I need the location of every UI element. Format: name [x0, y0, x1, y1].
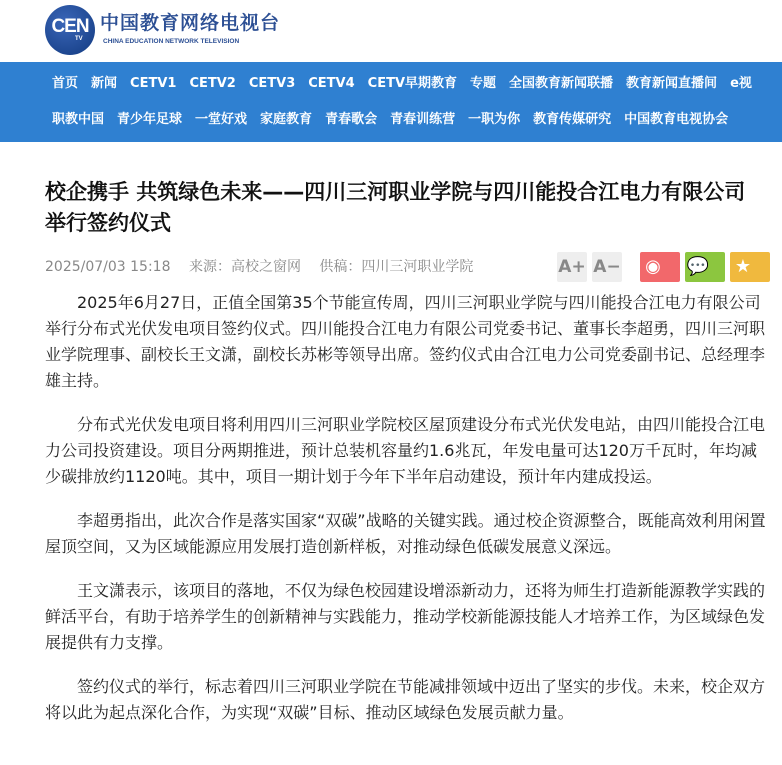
- nav-link[interactable]: 一堂好戏: [195, 112, 248, 127]
- wechat-share-button[interactable]: [685, 252, 725, 282]
- source: 来源：高校之窗网: [188, 259, 301, 275]
- nav-link[interactable]: 青春歌会: [325, 112, 378, 127]
- nav-link[interactable]: 首页: [52, 76, 79, 91]
- nav-link[interactable]: 教育传媒研究: [533, 112, 612, 127]
- logo-text: CEN: [51, 16, 89, 37]
- nav-link[interactable]: 职教中国: [52, 112, 105, 127]
- paragraph: 李超勇指出，此次合作是落实国家“双碳”战略的关键实践。通过校企资源整合，既能高效利用闲置屋顶空间，又为区域能源应用发展打造创新样板，对推动绿色低碳发展意义深远。: [45, 511, 766, 556]
- article-title: 校企携手 共筑绿色未来——四川三河职业学院与四川能投合江电力有限公司举行签约仪式: [45, 180, 746, 235]
- publish-date: 2025/07/03 15:18: [45, 259, 171, 275]
- article-body: [45, 290, 767, 726]
- site-name-en: CHINA EDUCATION NETWORK TELEVISION: [103, 38, 240, 45]
- provider: 供稿：四川三河职业学院: [319, 259, 474, 275]
- weibo-icon: ◉: [645, 256, 661, 277]
- logo-sub: TV: [75, 36, 83, 42]
- nav-row-2: [52, 102, 782, 142]
- nav-link[interactable]: CETV3: [248, 76, 296, 91]
- paragraph: 分布式光伏发电项目将利用四川三河职业学院校区屋顶建设分布式光伏发电站，由四川能投合江电力公司投资建设。项目分两期推进，预计总装机容量约1.6兆瓦，年发电量可达120万千瓦时，年均减少碳排放约1120吨。其中，项目一期计划于今年下半年启动建设，预计年内建成投运。: [45, 415, 766, 486]
- nav-link[interactable]: 一职为你: [468, 112, 521, 127]
- nav-link[interactable]: 全国教育新闻联播: [509, 76, 614, 91]
- paragraph: 王文潇表示，该项目的落地，不仅为绿色校园建设增添新动力，还将为师生打造新能源教学实践的鲜活平台，有助于培养学生的创新精神与实践能力，推动学校新能源技能人才培养工作，为区域绿色发展提供有力支撑。: [45, 581, 766, 652]
- article-meta: [45, 252, 782, 282]
- main-nav: [0, 62, 782, 142]
- nav-link[interactable]: CETV早期教育: [367, 76, 458, 91]
- site-header: [0, 0, 782, 62]
- font-increase-button[interactable]: A+: [557, 252, 587, 282]
- nav-link[interactable]: 专题: [470, 76, 497, 91]
- nav-link[interactable]: 教育新闻直播间: [626, 76, 718, 91]
- site-name-cn: 中国教育网络电视台: [100, 12, 281, 34]
- nav-link[interactable]: CETV4: [308, 76, 355, 91]
- nav-link[interactable]: e视: [730, 76, 752, 91]
- nav-link[interactable]: 青少年足球: [117, 112, 183, 127]
- paragraph: 签约仪式的举行，标志着四川三河职业学院在节能减排领域中迈出了坚实的步伐。未来，校企双方将以此为起点深化合作，为实现“双碳”目标、推动区域绿色发展贡献力量。: [45, 677, 766, 722]
- nav-link[interactable]: 中国教育电视协会: [624, 112, 729, 127]
- font-decrease-button[interactable]: A−: [592, 252, 622, 282]
- nav-link[interactable]: 新闻: [91, 76, 118, 91]
- paragraph: 2025年6月27日，正值全国第35个节能宣传周，四川三河职业学院与四川能投合江电力有限公司举行分布式光伏发电项目签约仪式。四川能投合江电力有限公司党委书记、董事长李超勇，四川三河职业学院理事、副校长王文潇，副校长苏彬等领导出席。签约仪式由合江电力公司党委副书记、总经理李雄主持。: [45, 293, 766, 390]
- cetv-logo[interactable]: [45, 5, 95, 55]
- qzone-star-icon: ★: [734, 256, 752, 277]
- nav-row-1: [52, 62, 782, 102]
- nav-link[interactable]: 青春训练营: [390, 112, 456, 127]
- qzone-share-button[interactable]: [730, 252, 770, 282]
- nav-link[interactable]: 家庭教育: [260, 112, 313, 127]
- weibo-share-button[interactable]: [640, 252, 680, 282]
- nav-link[interactable]: CETV1: [130, 76, 177, 91]
- nav-link[interactable]: CETV2: [189, 76, 236, 91]
- wechat-icon: 💬: [686, 256, 710, 277]
